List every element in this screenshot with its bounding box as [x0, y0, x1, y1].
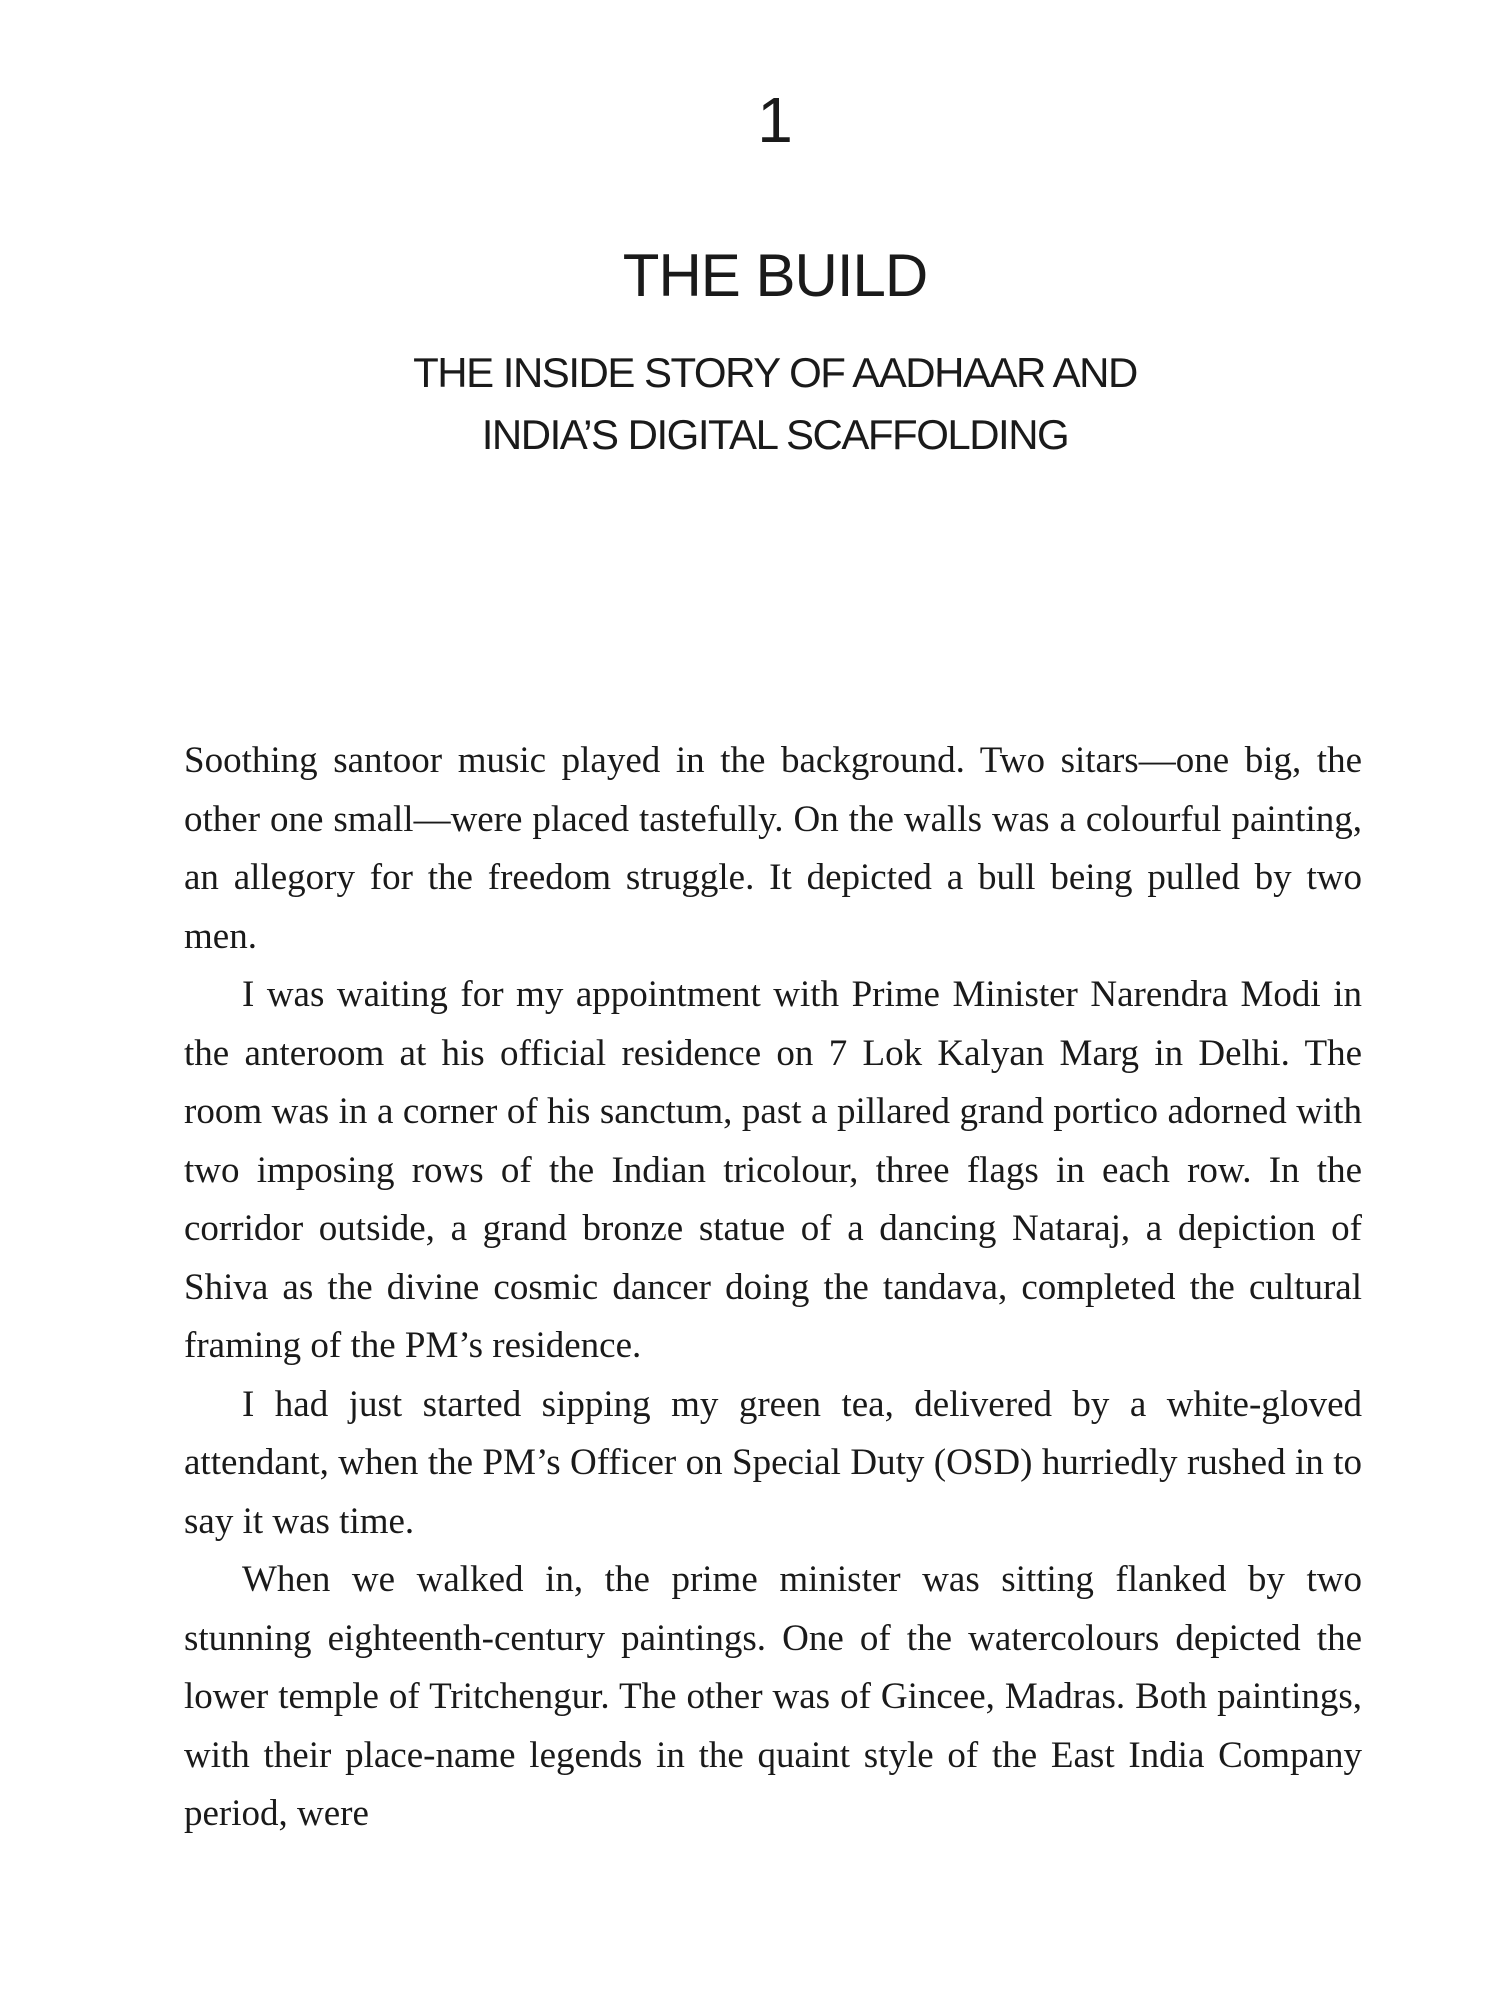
- paragraph: I was waiting for my appointment with Prime Minister Narendra Modi in the anteroom at his official residence on 7 Lok Kalyan Marg in Delhi. The room was in a corner of his sanctum, past a pillared grand portico adorned with two imposing rows of the Indian tricolour, three flags in each row. In the corridor outside, a grand bronze statue of a dancing Nataraj, a depiction of Shiva as the divine cosmic dancer doing the tandava, completed the cultural framing of the PM’s residence.: [184, 974, 1362, 1366]
- paragraph: Soothing santoor music played in the background. Two sitars—one big, the other one small—were placed tastefully. On the walls was a colourful painting, an allegory for the freedom struggle. It depicted a bull being pulled by two men.: [184, 740, 1362, 957]
- body-text: [184, 732, 1362, 1844]
- chapter-subtitle-line: THE INSIDE STORY OF AADHAAR AND: [413, 349, 1137, 396]
- chapter-subtitle-line: INDIA’S DIGITAL SCAFFOLDING: [481, 411, 1069, 458]
- paragraph: When we walked in, the prime minister was sitting flanked by two stunning eighteenth-century paintings. One of the watercolours depicted the lower temple of Tritchengur. The other was of Gincee, Madras. Both paintings, with their place-name legends in the quaint style of the East India Company period, were: [184, 1559, 1362, 1834]
- paragraph: I had just started sipping my green tea, delivered by a white-gloved attendant, when the PM’s Officer on Special Duty (OSD) hurriedly rushed in to say it was time.: [184, 1383, 1362, 1542]
- chapter-title: THE BUILD: [622, 242, 928, 309]
- chapter-number: 1: [757, 84, 793, 156]
- chapter-subtitle: [0, 342, 1500, 466]
